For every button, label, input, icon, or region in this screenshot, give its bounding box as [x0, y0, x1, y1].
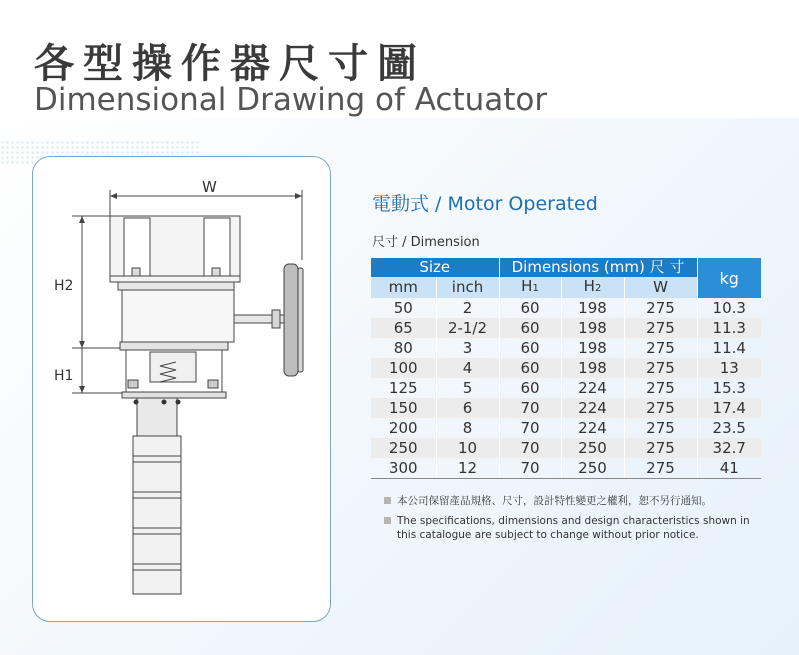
- cell-h1: 70: [499, 398, 561, 418]
- bullet-square-icon: [384, 517, 391, 524]
- header-w: W: [624, 277, 697, 298]
- cell-h1: 60: [499, 298, 561, 318]
- cell-w: 275: [624, 398, 697, 418]
- cell-h1: 70: [499, 418, 561, 438]
- header-dimensions: Dimensions (mm) 尺 寸: [499, 258, 697, 277]
- cell-kg: 11.4: [712, 339, 746, 357]
- table-row: [371, 338, 761, 358]
- cell-h2: 198: [561, 358, 624, 378]
- actuator-drawing: [32, 156, 331, 622]
- label-h1: H1: [53, 367, 73, 384]
- cell-w: 275: [624, 418, 697, 438]
- cell-kg: 10.3: [712, 299, 746, 317]
- cell-mm: 65: [371, 318, 436, 338]
- cell-mm: 80: [371, 338, 436, 358]
- cell-w: 275: [624, 318, 697, 338]
- cell-inch: 3: [436, 338, 499, 358]
- table-row: [371, 298, 761, 318]
- section-subtitle: 尺寸 / Dimension: [372, 235, 480, 250]
- table-row: [371, 418, 761, 438]
- cell-inch: 5: [436, 378, 499, 398]
- label-h2: H2: [53, 277, 73, 294]
- cell-kg: 15.3: [712, 379, 746, 397]
- label-w: W: [201, 177, 217, 196]
- cell-kg: 11.3: [697, 318, 761, 338]
- header-inch: inch: [436, 277, 499, 298]
- cell-h1: 70: [499, 438, 561, 458]
- cell-mm: 100: [371, 358, 436, 378]
- cell-mm: 250: [371, 438, 436, 458]
- table-row: [371, 318, 761, 338]
- cell-inch: 12: [436, 458, 499, 479]
- cell-h2: 250: [561, 458, 624, 479]
- cell-h1: 60: [499, 358, 561, 378]
- header-mm: mm: [371, 277, 436, 298]
- cell-h2: 224: [561, 418, 624, 438]
- cell-inch: 8: [436, 418, 499, 438]
- cell-h2: 224: [561, 378, 624, 398]
- cell-h1: 60: [499, 318, 561, 338]
- dimension-table: [371, 258, 761, 479]
- cell-inch: 6: [436, 398, 499, 418]
- cell-inch: 2: [436, 298, 499, 318]
- header-size: Size: [371, 258, 499, 277]
- cell-w: 275: [624, 338, 697, 358]
- cell-w: 275: [624, 378, 697, 398]
- cell-inch: 10: [436, 438, 499, 458]
- cell-inch: 4: [436, 358, 499, 378]
- cell-w: 275: [624, 458, 697, 479]
- header-kg: kg: [697, 258, 761, 298]
- cell-w: 275: [624, 358, 697, 378]
- cell-inch: 2-1/2: [436, 318, 499, 338]
- header-h1: H1: [499, 277, 561, 298]
- cell-h2: 250: [561, 438, 624, 458]
- cell-kg: 23.5: [712, 419, 746, 437]
- cell-mm: 150: [371, 398, 436, 418]
- cell-mm: 50: [371, 298, 436, 318]
- cell-w: 275: [624, 438, 697, 458]
- note-zh: 本公司保留產品規格、尺寸，設計特性變更之權利，恕不另行通知。: [384, 494, 774, 508]
- cell-h2: 198: [561, 298, 624, 318]
- cell-mm: 125: [371, 378, 436, 398]
- page-title-zh: 各型操作器尺寸圖: [34, 41, 426, 87]
- table-row: [371, 438, 761, 458]
- cell-h2: 198: [561, 338, 624, 358]
- section-title: 電動式 / Motor Operated: [372, 193, 598, 215]
- cell-h1: 60: [499, 338, 561, 358]
- page-title-en: Dimensional Drawing of Actuator: [34, 82, 548, 118]
- table-row: [371, 458, 761, 479]
- cell-kg: 13: [697, 358, 761, 378]
- note-en: The specifications, dimensions and design characteristics shown in this catalogue are subject to change without prior notice.: [384, 514, 759, 542]
- cell-h2: 224: [561, 398, 624, 418]
- drawing-panel: [32, 156, 331, 622]
- cell-mm: 300: [371, 458, 436, 479]
- table-row: [371, 358, 761, 378]
- cell-w: 275: [624, 298, 697, 318]
- header-h2: H2: [561, 277, 624, 298]
- bullet-square-icon: [384, 497, 391, 504]
- cell-h2: 198: [561, 318, 624, 338]
- cell-kg: 41: [697, 458, 761, 479]
- cell-h1: 70: [499, 458, 561, 479]
- cell-kg: 32.7: [697, 438, 761, 458]
- cell-h1: 60: [499, 378, 561, 398]
- cell-mm: 200: [371, 418, 436, 438]
- table-row: [371, 378, 761, 398]
- cell-kg: 17.4: [697, 398, 761, 418]
- table-row: [371, 398, 761, 418]
